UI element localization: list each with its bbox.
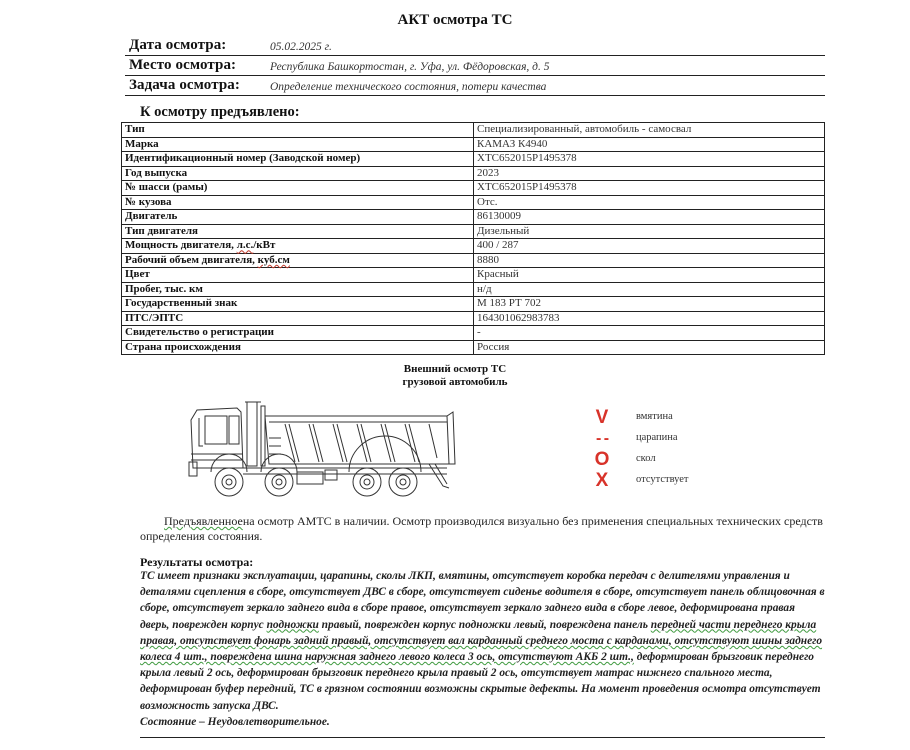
place-label: Место осмотра: xyxy=(129,57,237,73)
scratch-icon: - - xyxy=(595,430,609,447)
results-text xyxy=(140,568,825,730)
table-value-cell: Красный xyxy=(474,268,825,283)
date-value: 05.02.2025 г. xyxy=(270,41,332,53)
task-label: Задача осмотра: xyxy=(129,77,240,93)
table-row xyxy=(122,123,825,138)
table-key-cell: Тип xyxy=(122,123,474,138)
table-value-cell: Отс. xyxy=(474,195,825,210)
vehicle-info-table xyxy=(121,122,825,355)
document-title: АКТ осмотра ТС xyxy=(397,12,513,28)
table-key-key-prefix: Рабочий объем двигателя, xyxy=(125,253,258,266)
legend-label: отсутствует xyxy=(636,474,689,485)
table-value-cell: Специализированный, автомобиль - самосвал xyxy=(474,123,825,138)
truck-dump-body xyxy=(265,412,455,488)
table-value-cell: ХТС652015Р1495378 xyxy=(474,152,825,167)
table-row xyxy=(122,166,825,181)
table-row xyxy=(122,268,825,283)
truck-cab xyxy=(189,408,243,476)
results-part3: правый, поврежден корпус подножки левый, повреждена панель xyxy=(318,618,651,631)
table-key-cell: Идентификационный номер (Заводской номер) xyxy=(122,152,474,167)
table-key-cell: Марка xyxy=(122,137,474,152)
external-inspection-title-line2: грузовой автомобиль xyxy=(402,376,508,388)
table-key-cell: Свидетельство о регистрации xyxy=(122,326,474,341)
results-part2: подножки xyxy=(266,618,319,631)
dent-icon: V xyxy=(595,407,609,428)
chip-icon: O xyxy=(594,449,610,470)
table-key-cell: Тип двигателя xyxy=(122,224,474,239)
presented-rest: на осмотр АМТС в наличии. Осмотр производился визуально без применения специальных технических средств определения состояния. xyxy=(140,514,823,543)
results-conclusion: Состояние – Неудовлетворительное. xyxy=(140,715,330,728)
table-row xyxy=(122,224,825,239)
table-key-key-underlined: л.с. xyxy=(236,239,254,252)
header-row-task xyxy=(125,76,825,96)
dump-truck-diagram xyxy=(185,398,465,498)
legend-label: царапина xyxy=(636,432,678,443)
table-row xyxy=(122,311,825,326)
table-key-cell: ПТС/ЭПТС xyxy=(122,311,474,326)
header-row-date xyxy=(125,36,825,56)
table-key-key-suffix: /кВт xyxy=(253,239,276,252)
table-value-cell: н/д xyxy=(474,282,825,297)
table-row xyxy=(122,137,825,152)
table-row xyxy=(122,195,825,210)
table-value-cell: 86130009 xyxy=(474,210,825,225)
table-key-cell: Государственный знак xyxy=(122,297,474,312)
table-key-cell: Год выпуска xyxy=(122,166,474,181)
date-label: Дата осмотра: xyxy=(129,37,227,53)
table-key-cell: Пробег, тыс. км xyxy=(122,282,474,297)
table-key-cell: № кузова xyxy=(122,195,474,210)
table-row xyxy=(122,282,825,297)
table-value-cell: 8880 xyxy=(474,253,825,268)
table-row xyxy=(122,152,825,167)
table-key-cell: Страна происхождения xyxy=(122,340,474,355)
table-value-cell: 164301062983783 xyxy=(474,311,825,326)
table-value-cell: ХТС652015Р1495378 xyxy=(474,181,825,196)
external-inspection-title xyxy=(0,363,910,389)
presented-title: К осмотру предъявлено: xyxy=(140,104,300,120)
external-inspection-title-line1: Внешний осмотр ТС xyxy=(403,363,507,375)
header-row-place xyxy=(125,56,825,76)
table-key-cell xyxy=(122,253,474,268)
table-value-cell: КАМАЗ К4940 xyxy=(474,137,825,152)
table-value-cell: М 183 РТ 702 xyxy=(474,297,825,312)
table-row xyxy=(122,210,825,225)
table-row xyxy=(122,340,825,355)
table-row xyxy=(122,239,825,254)
results-part4: передней части переднего крыла правая, отсутствует фонарь задний правый, отсутствует вал карданный среднего моста с карданами, отсутствуют шины заднего колеса 4 шт., повреждена шина наружная заднего левого колеса 3 ось, отсутствуют АКБ 2 шт., xyxy=(140,618,823,664)
task-value: Определение технического состояния, потери качества xyxy=(270,81,547,93)
table-row xyxy=(122,253,825,268)
place-value: Республика Башкортостан, г. Уфа, ул. Фёдоровская, д. 5 xyxy=(270,61,550,73)
table-key-cell xyxy=(122,239,474,254)
bottom-divider xyxy=(140,737,825,738)
truck-frame xyxy=(243,402,447,484)
results-title: Результаты осмотра: xyxy=(140,555,254,569)
table-row xyxy=(122,181,825,196)
table-value-cell: 400 / 287 xyxy=(474,239,825,254)
table-key-key-prefix: Мощность двигателя, xyxy=(125,239,237,252)
table-value-cell: - xyxy=(474,326,825,341)
table-value-cell: 2023 xyxy=(474,166,825,181)
table-row xyxy=(122,297,825,312)
table-key-cell: Двигатель xyxy=(122,210,474,225)
table-key-key-underlined: куб.см xyxy=(257,253,290,266)
table-key-cell: Цвет xyxy=(122,268,474,283)
presented-underlined-word: Предъявленное xyxy=(164,514,243,528)
missing-icon: X xyxy=(595,470,609,491)
table-value-cell: Россия xyxy=(474,340,825,355)
legend-label: вмятина xyxy=(636,411,673,422)
results-part5: деформирован брызговик переднего крыла левый 2 ось, деформирован брызговик переднего крыла правый 2 ось, отсутствует матрас нижнего спального места, деформирован буфер передний, ТС в грязном состоянии возможны скрытые дефекты. На момент проведения осмотра отсутствует возможность запуска ДВС. xyxy=(140,651,821,712)
results-part1: ТС имеет признаки эксплуатации, царапины, сколы ЛКП, вмятины, отсутствует коробка передач с делителями управления и деталями сцепления в сборе, отсутствует ДВС в сборе, отсутствует сиденье водителя в сборе, отсутствует панель облицовочная в сборе, отсутствует зеркало заднего вида в сборе правое, отсутствует зеркало заднего вида в сборе левое, деформирована правая дверь, поврежден корпус xyxy=(140,570,825,631)
presented-paragraph xyxy=(140,514,825,544)
table-key-cell: № шасси (рамы) xyxy=(122,181,474,196)
legend-label: скол xyxy=(636,453,656,464)
table-value-cell: Дизельный xyxy=(474,224,825,239)
table-row xyxy=(122,326,825,341)
